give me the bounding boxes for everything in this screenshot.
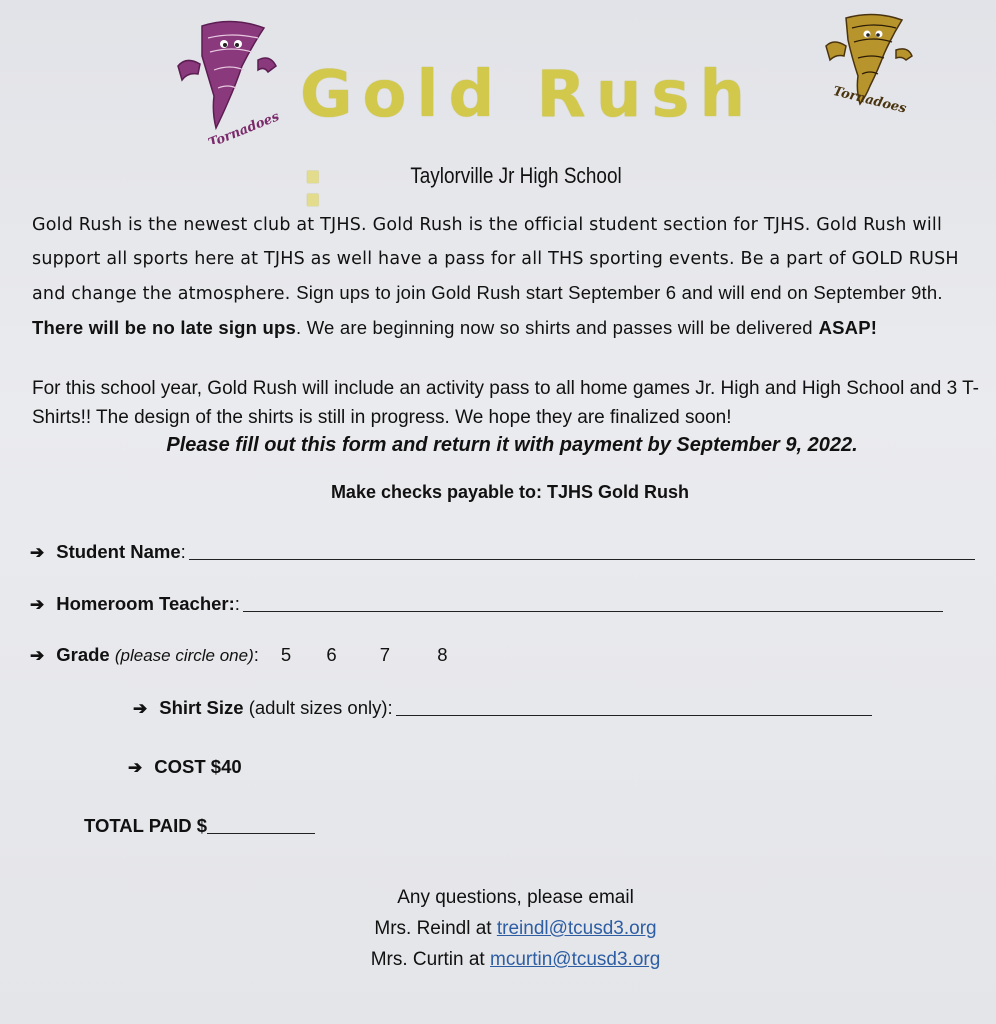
contact-reindl bbox=[0, 913, 996, 944]
shirt-size-field[interactable] bbox=[133, 697, 872, 719]
homeroom-line[interactable] bbox=[243, 610, 943, 612]
grade-option-8[interactable]: 8 bbox=[437, 644, 448, 665]
grade-option-5[interactable]: 5 bbox=[280, 644, 292, 665]
no-late-signups: There will be no late sign ups bbox=[32, 317, 297, 338]
tornado-mascot-logo-right bbox=[822, 10, 917, 122]
deadline-notice: Please fill out this form and return it with payment by September 9, 2022. bbox=[166, 434, 858, 456]
shirt-size-label: Shirt Size bbox=[159, 697, 244, 718]
homeroom-colon: : bbox=[234, 593, 240, 614]
asap-text: ASAP! bbox=[818, 317, 878, 338]
arrow-icon: ➔ bbox=[133, 699, 148, 718]
details-paragraph: For this school year, Gold Rush will include an activity pass to all home games Jr. High and High School and 3 T-Shirts!! The design of the shirts is still in progress. We hope they are finalized soon! bbox=[32, 378, 979, 428]
intro-text-c: . We are beginning now so shirts and passes will be delivered bbox=[296, 317, 813, 338]
contact-name-curtin: Mrs. Curtin at bbox=[370, 949, 485, 970]
email-link-curtin[interactable]: mcurtin@tcusd3.org bbox=[490, 949, 661, 970]
student-name-field[interactable] bbox=[30, 541, 975, 563]
grade-colon: : bbox=[253, 644, 259, 665]
student-name-colon: : bbox=[180, 541, 186, 562]
cost-line bbox=[128, 756, 242, 778]
homeroom-label: Homeroom Teacher: bbox=[56, 593, 235, 614]
banner-speckle: : bbox=[300, 148, 336, 222]
contact-name-reindl: Mrs. Reindl at bbox=[374, 918, 492, 939]
total-paid-label: TOTAL PAID $ bbox=[84, 815, 208, 836]
logo-left-text: Tornadoes bbox=[206, 109, 282, 144]
grade-option-6[interactable]: 6 bbox=[326, 644, 337, 665]
student-name-line[interactable] bbox=[189, 558, 975, 560]
shirt-size-hint: (adult sizes only): bbox=[248, 697, 393, 718]
tornado-mascot-logo-left bbox=[172, 16, 287, 144]
total-paid-line[interactable] bbox=[207, 832, 315, 834]
arrow-icon: ➔ bbox=[30, 595, 45, 614]
grade-options bbox=[263, 644, 448, 666]
banner-text: Gold Rush bbox=[300, 58, 756, 132]
checks-payable: Make checks payable to: TJHS Gold Rush bbox=[330, 482, 690, 502]
arrow-icon: ➔ bbox=[30, 543, 45, 562]
contact-block bbox=[0, 882, 996, 975]
student-name-label: Student Name bbox=[56, 541, 181, 562]
arrow-icon: ➔ bbox=[30, 646, 45, 665]
arrow-icon: ➔ bbox=[128, 758, 143, 777]
logo-right-text: Tornadoes bbox=[831, 84, 908, 117]
school-title: Taylorville Jr High School bbox=[410, 163, 622, 188]
intro-text-b: Sign ups to join Gold Rush start September 6 and will end on September 9th. bbox=[296, 282, 943, 303]
shirt-size-line[interactable] bbox=[396, 714, 872, 716]
contact-curtin bbox=[0, 944, 996, 975]
email-link-reindl[interactable]: treindl@tcusd3.org bbox=[496, 918, 657, 939]
grade-field[interactable] bbox=[30, 644, 448, 666]
cost-text: COST $40 bbox=[154, 756, 242, 777]
intro-text-a: Gold Rush is the newest club at TJHS. Gold Rush is the official student section for TJHS. Gold Rush will support all sports here at TJHS as well have a pass for all THS sporting events. Be a part of GOLD RUSH and change the atmosphere. bbox=[32, 215, 959, 304]
contact-intro: Any questions, please email bbox=[397, 887, 634, 908]
grade-hint: (please circle one) bbox=[114, 646, 254, 665]
homeroom-teacher-field[interactable] bbox=[30, 593, 943, 615]
intro-paragraph bbox=[32, 208, 990, 346]
total-paid-field[interactable] bbox=[84, 815, 315, 837]
grade-option-7[interactable]: 7 bbox=[379, 644, 391, 665]
grade-label: Grade bbox=[56, 644, 110, 665]
